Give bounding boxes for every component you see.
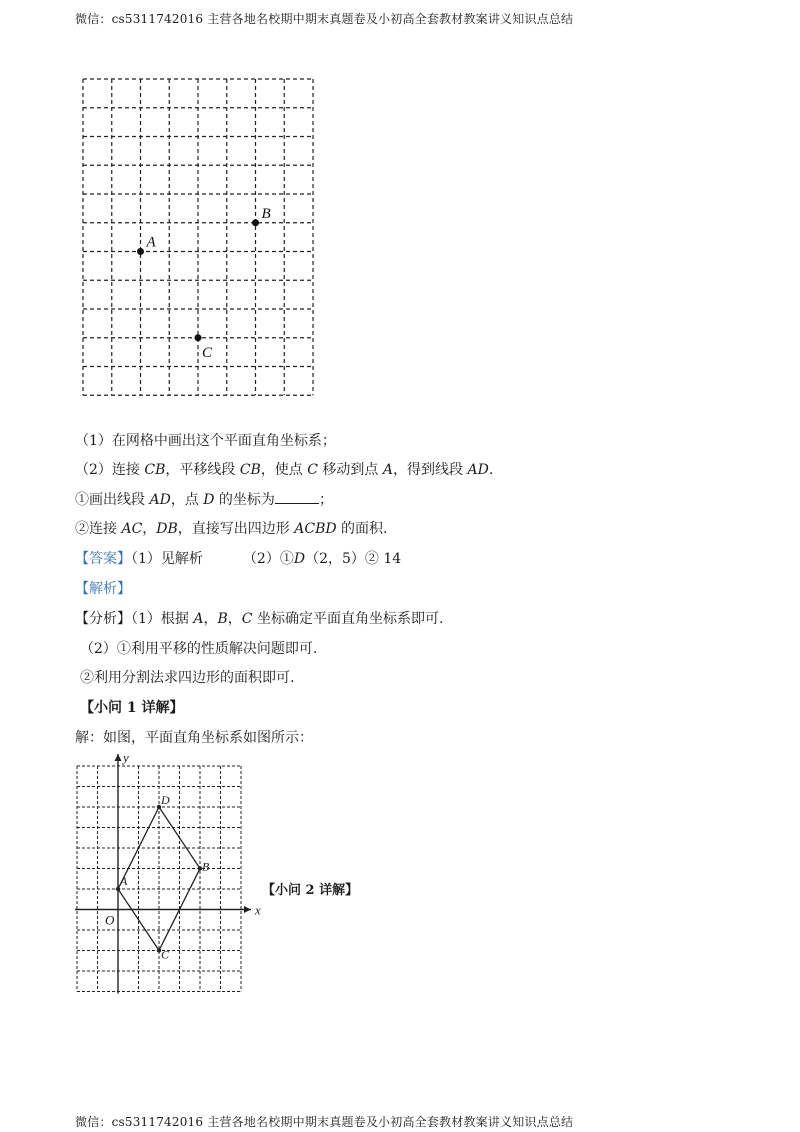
vertex-label-c: C: [161, 947, 170, 962]
sub-question-2-tag: 【小问 2 详解】: [262, 883, 359, 898]
answer-line: 【答案】（1）见解析 （2）①D（2，5）② 14: [75, 551, 402, 567]
x-axis-label: x: [255, 902, 261, 918]
question-2-part-2: ②连接 AC，DB，直接写出四边形 ACBD 的面积.: [75, 521, 388, 537]
point-label-b: B: [261, 205, 271, 222]
sub-question-1-tag: 【小问 1 详解】: [80, 700, 184, 716]
vertex-label-d: D: [161, 793, 170, 807]
question-2-part-1: ①画出线段 AD，点 D 的坐标为 ；: [75, 492, 333, 508]
question-1: （1）在网格中画出这个平面直角坐标系；: [75, 433, 336, 449]
point-label-c: C: [202, 344, 213, 361]
page-footer: 微信：cs5311742016 主营各地名校期中期末真题卷及小初高全套教材教案讲义知识点总结: [75, 1115, 574, 1129]
point-b: [252, 219, 259, 226]
vertex-label-a: A: [120, 874, 128, 888]
analysis-line-2: （2）①利用平移的性质解决问题即可.: [80, 641, 318, 657]
point-a: [137, 248, 144, 255]
analysis-line-3: ②利用分割法求四边形的面积即可.: [80, 670, 295, 686]
page-header: 微信：cs5311742016 主营各地名校期中期末真题卷及小初高全套教材教案讲义知识点总结: [75, 12, 574, 26]
x-axis-arrow-icon: [244, 906, 251, 913]
solution-line: 解：如图，平面直角坐标系如图所示：: [75, 730, 313, 746]
vertex-label-b: B: [202, 859, 210, 874]
point-label-a: A: [146, 234, 156, 251]
answer-tag: 【答案】: [75, 551, 131, 567]
quadrilateral-acbd: [116, 793, 210, 962]
origin-label: O: [105, 912, 115, 928]
grid-lines: [77, 766, 241, 992]
analysis-line-1: 【分析】（1）根据 A，B，C 坐标确定平面直角坐标系即可.: [75, 611, 444, 627]
analysis-tag: 【解析】: [75, 581, 131, 597]
grid-lines: [83, 79, 313, 395]
answer-blank: [275, 491, 319, 504]
y-axis-label: y: [123, 750, 129, 765]
question-2: （2）连接 CB，平移线段 CB，使点 C 移动到点 A，得到线段 AD.: [75, 462, 494, 478]
figure-grid-1: [80, 76, 320, 400]
y-axis-arrow-icon: [115, 754, 122, 761]
point-c: [195, 334, 202, 341]
figure-coordinate-system: [70, 750, 270, 998]
